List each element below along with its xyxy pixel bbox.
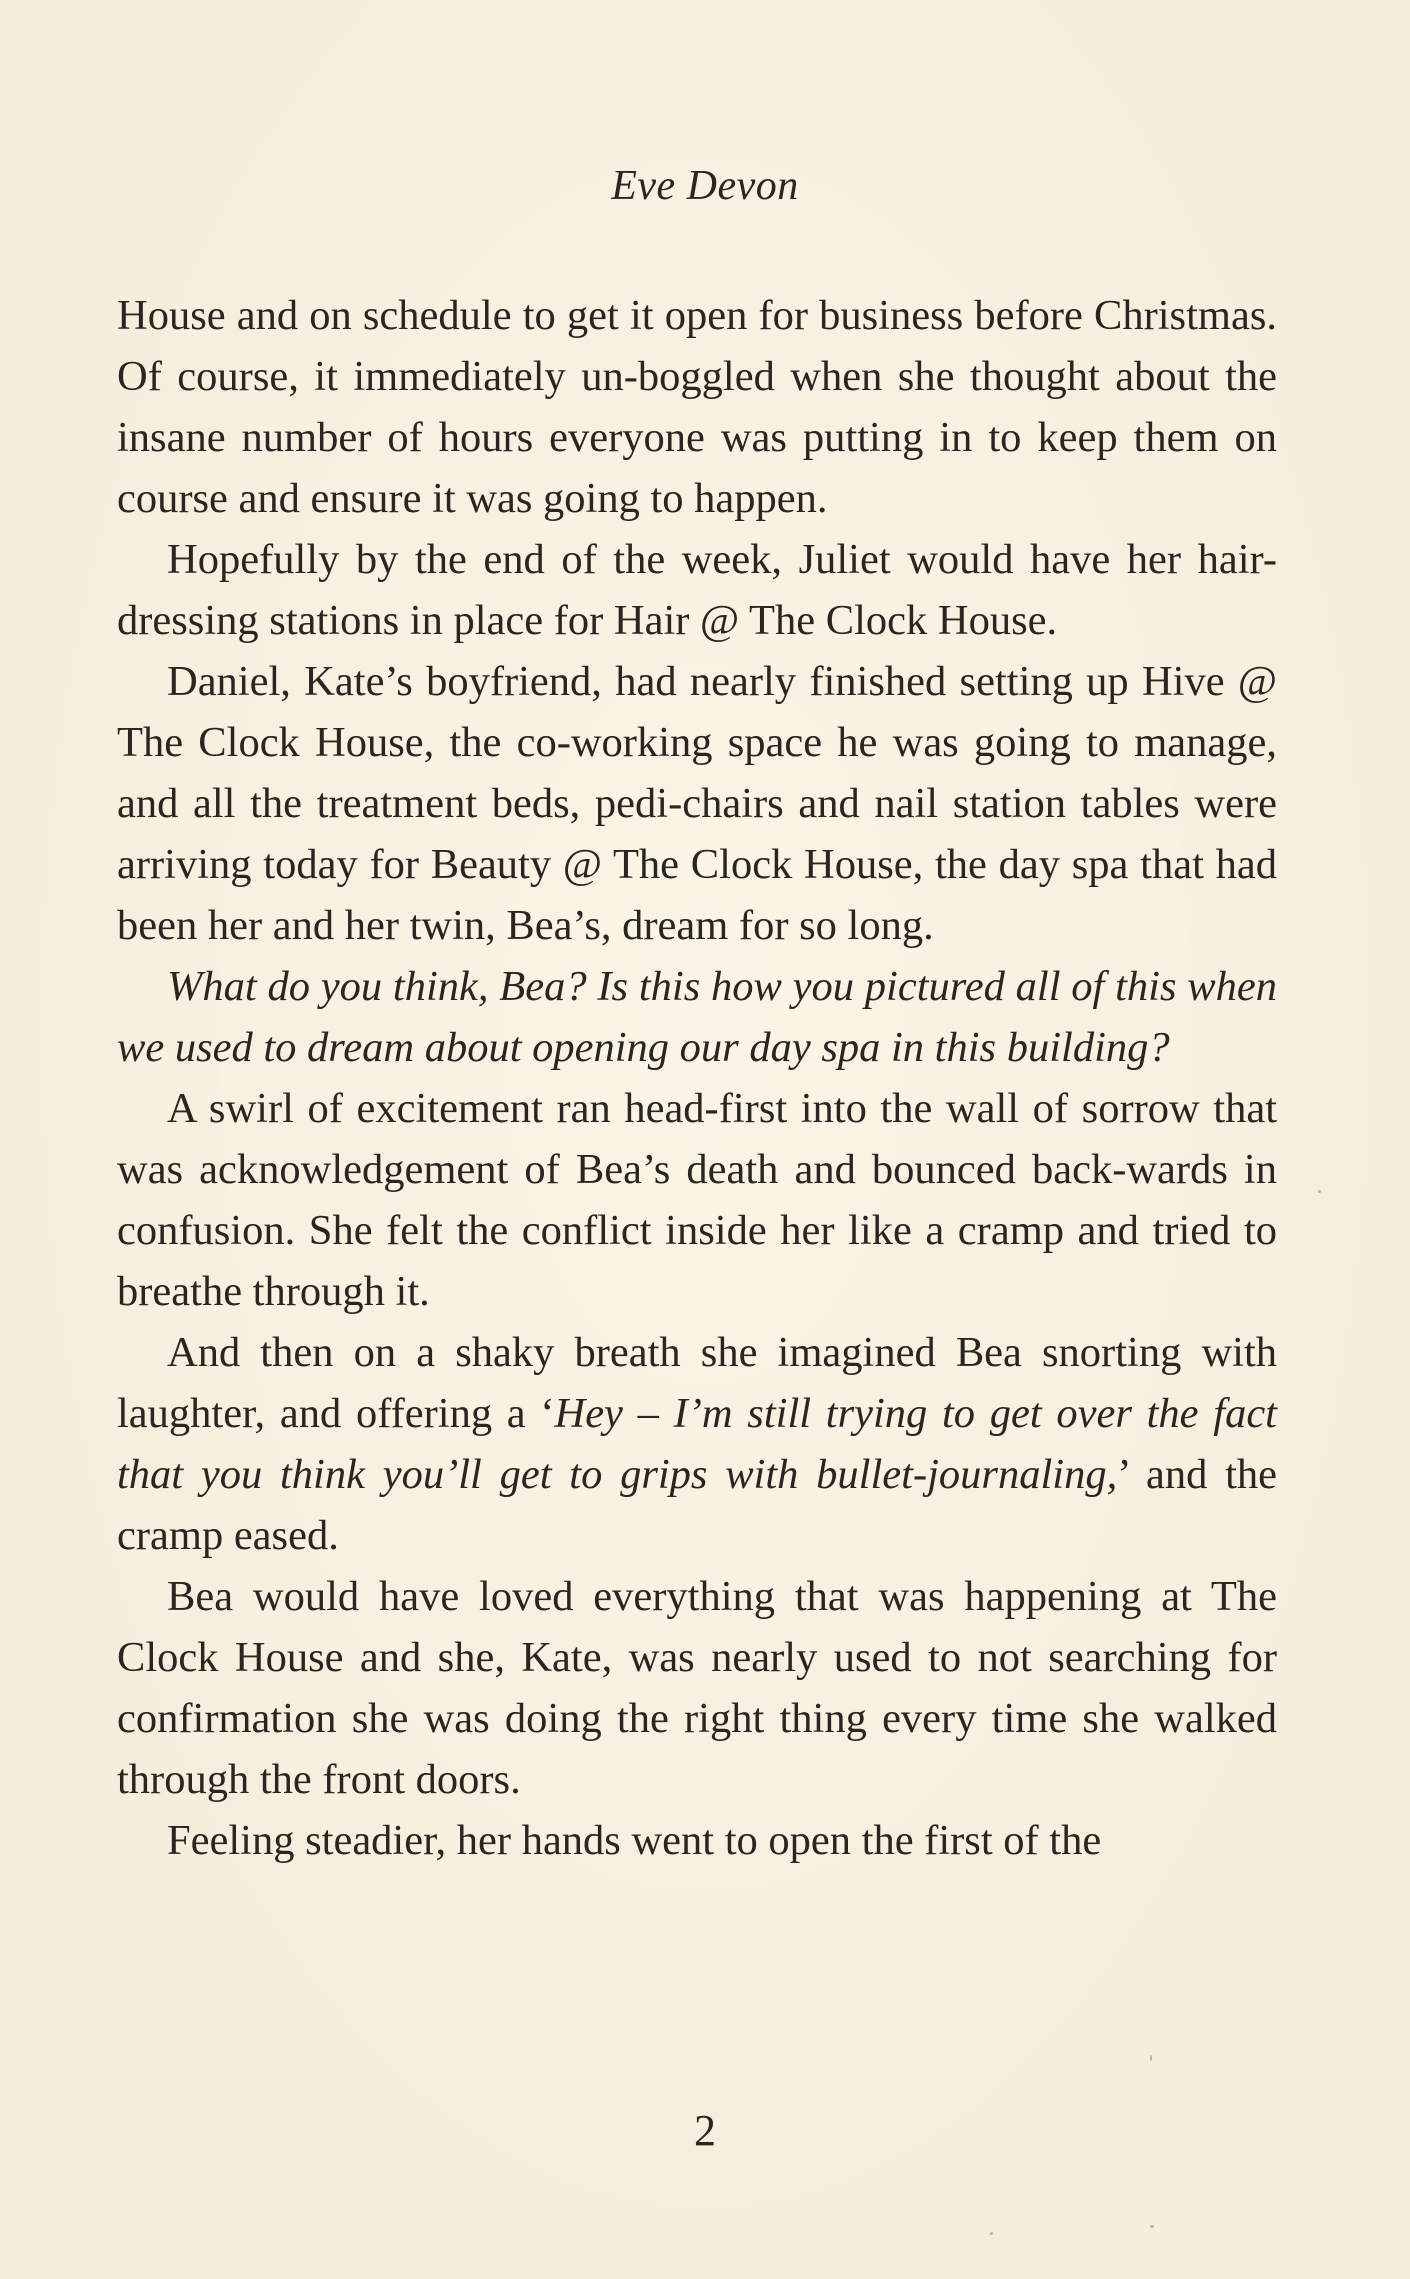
paragraph-5: A swirl of excitement ran head-first into the wall of sorrow that was acknowledgement of Bea’s death and bounced back-wards in confusion. She felt the conflict inside her like a cramp and tried to breathe through it. bbox=[117, 1085, 1277, 1315]
paragraph-7: Bea would have loved everything that was happening at The Clock House and she, Kate, was nearly used to not searching for confirmation she was doing the right thing every time she walked through the front doors. bbox=[117, 1573, 1277, 1803]
running-head: Eve Devon bbox=[611, 163, 799, 209]
paragraph-1: House and on schedule to get it open for business before Christmas. Of course, it immediately un-boggled when she thought about the insane number of hours everyone was putting in to keep them on course and ensure it was going to happen. bbox=[117, 292, 1277, 522]
paper-speck bbox=[1150, 2225, 1154, 2228]
paper-speck bbox=[990, 2232, 993, 2235]
paragraph-8: Feeling steadier, her hands went to open the first of the bbox=[167, 1817, 1102, 1864]
paragraph-4-italic-thought: What do you think, Bea? Is this how you pictured all of this when we used to dream about opening our day spa in this building? bbox=[117, 963, 1277, 1071]
paragraph-2: Hopefully by the end of the week, Juliet would have her hair-dressing stations in place for Hair @ The Clock House. bbox=[117, 536, 1277, 644]
paragraph-6-lead: And then on a shaky breath she imagined Bea snorting with laughter, and offering a ‘ bbox=[117, 1329, 1277, 1437]
paragraph-6 bbox=[117, 1322, 1277, 1566]
page-number: 2 bbox=[694, 2106, 716, 2155]
paper-speck bbox=[1150, 2055, 1152, 2061]
paragraph-6-italic-quote: Hey – I’m still trying to get over the fact that you think you’ll get to grips with bullet-journaling, bbox=[117, 1390, 1277, 1498]
body-text bbox=[117, 285, 1277, 1871]
paragraph-6-tail: ’ and the cramp eased. bbox=[117, 1451, 1277, 1559]
paragraph-3: Daniel, Kate’s boyfriend, had nearly finished setting up Hive @ The Clock House, the co-working space he was going to manage, and all the treatment beds, pedi-chairs and nail station tables were arriving today for Beauty @ The Clock House, the day spa that had been her and her twin, Bea’s, dream for so long. bbox=[117, 658, 1277, 949]
paper-speck bbox=[1318, 1190, 1321, 1193]
